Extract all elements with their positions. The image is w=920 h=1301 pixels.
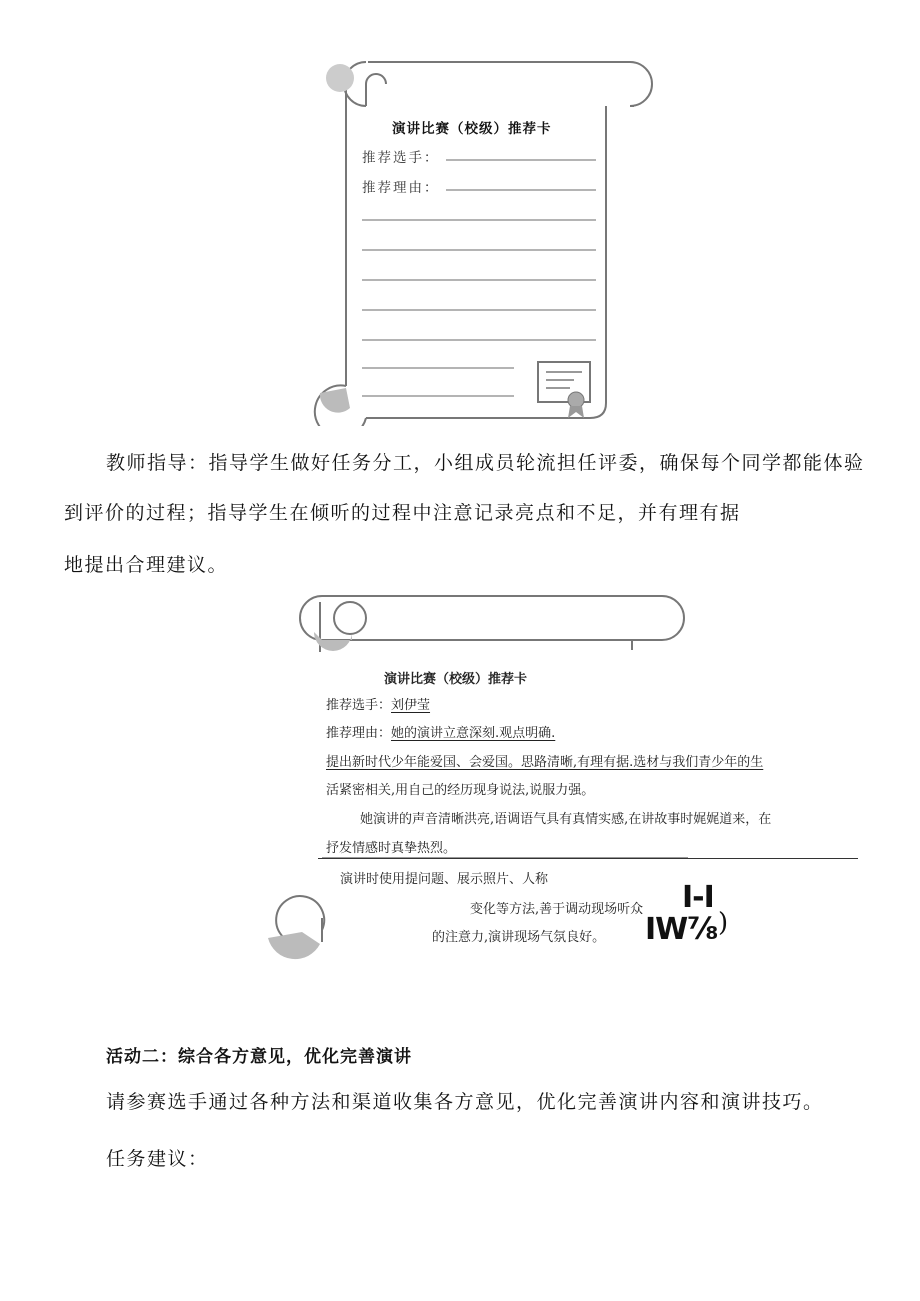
card1-reason-label: 推荐理由： — [362, 180, 440, 196]
card2-reason-line4: 她演讲的声音清晰洪亮,语调语气具有真情实感,在讲故事时娓娓道来，在 — [360, 812, 772, 827]
card1-title: 演讲比赛（校级）推荐卡 — [392, 121, 552, 137]
teacher-guide-line2: 到评价的过程；指导学生在倾听的过程中注意记录亮点和不足，并有理有据 — [64, 502, 741, 524]
stamp-mark-bottom: IW⅞ — [645, 912, 718, 947]
card2-title: 演讲比赛（校级）推荐卡 — [384, 671, 528, 686]
card2-reason-line5: 抒发情感时真挚热烈。 — [326, 841, 457, 856]
card2-reason-label: 推荐理由： — [326, 726, 392, 741]
activity-body: 请参赛选手通过各种方法和渠道收集各方意见，优化完善演讲内容和演讲技巧。 — [106, 1091, 824, 1113]
card2-reason-line6: 演讲时使用提问题、展示照片、人称 — [340, 872, 549, 887]
stamp-mark-paren: ) — [718, 908, 729, 938]
stamp-mark-top: I-I — [682, 880, 714, 915]
scroll-card-blank — [300, 58, 656, 426]
card2-reason-line7: 变化等方法,善于调动现场听众 — [470, 902, 644, 917]
teacher-guide-line1: 教师指导：指导学生做好任务分工，小组成员轮流担任评委，确保每个同学都能体验 — [106, 452, 865, 474]
card2-divider — [318, 857, 858, 860]
teacher-guide-line3: 地提出合理建议。 — [64, 554, 229, 576]
activity-heading: 活动二：综合各方意见，优化完善演讲 — [106, 1047, 412, 1067]
card2-reason-line1: 她的演讲立意深刻.观点明确. — [391, 726, 556, 741]
card2-reason-line8: 的注意力,演讲现场气氛良好。 — [432, 930, 606, 945]
card2-candidate-label: 推荐选手： — [326, 698, 392, 713]
card2-candidate-value: 刘伊莹 — [391, 698, 431, 713]
certificate-icon — [538, 362, 590, 418]
card1-candidate-label: 推荐选手： — [362, 150, 440, 166]
card2-reason-line3: 活紧密相关,用自己的经历现身说法,说服力强。 — [326, 783, 595, 798]
card2-reason-line2: 提出新时代少年能爱国、会爱国。思路清晰,有理有据.选材与我们青少年的生 — [326, 755, 764, 770]
activity-task: 任务建议： — [106, 1148, 209, 1170]
